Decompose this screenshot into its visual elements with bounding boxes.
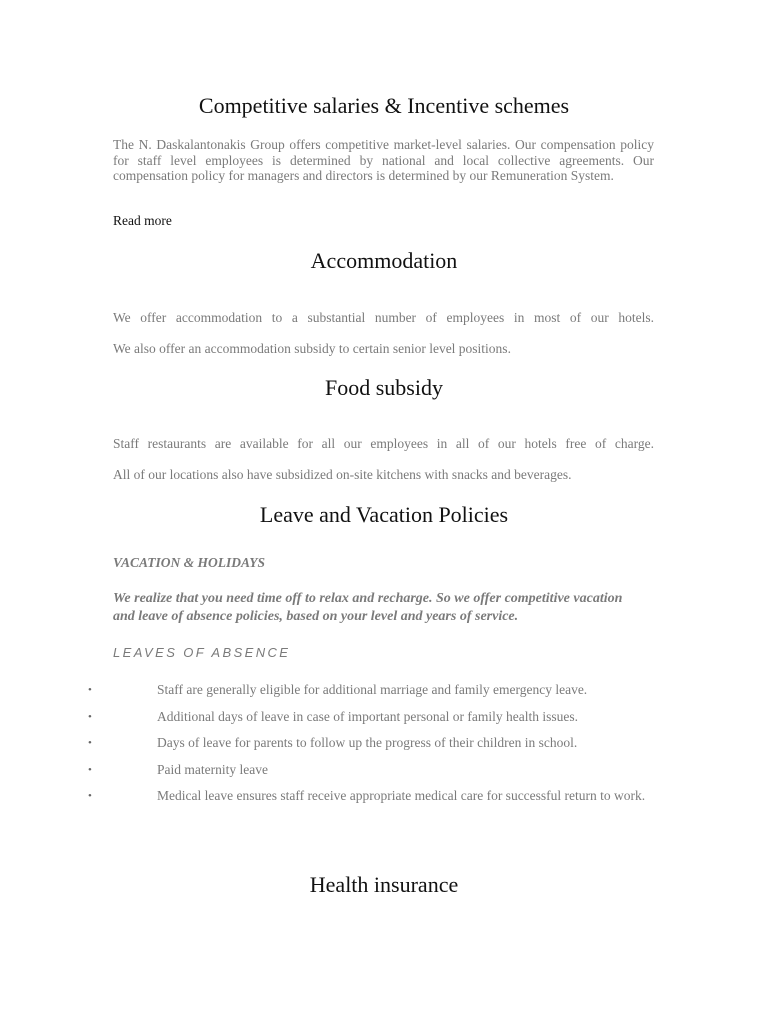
heading-health-insurance: Health insurance xyxy=(309,872,459,897)
list-item-text: Medical leave ensures staff receive appropriate medical care for successful return to work. xyxy=(157,788,646,803)
leave-bullet-list xyxy=(0,681,768,814)
list-item-text: Paid maternity leave xyxy=(157,761,268,777)
accommodation-line-1: We offer accommodation to a substantial number of employees in most of our hotels. xyxy=(113,310,654,325)
food-line-2: All of our locations also have subsidized on-site kitchens with snacks and beverages. xyxy=(113,467,572,482)
leaves-of-absence-label: LEAVES OF ABSENCE xyxy=(113,645,291,660)
list-item xyxy=(0,708,768,735)
list-item xyxy=(0,734,768,761)
list-item-text: Staff are generally eligible for additional marriage and family emergency leave. xyxy=(157,682,588,697)
list-item-text: Days of leave for parents to follow up the progress of their children in school. xyxy=(157,735,578,750)
vacation-description: We realize that you need time off to relax and recharge. So we offer competitive vacation and leave of absence policies, based on your level and years of service. xyxy=(113,591,623,624)
list-item-text: Additional days of leave in case of important personal or family health issues. xyxy=(157,708,579,724)
vacation-holidays-label: VACATION & HOLIDAYS xyxy=(113,555,266,570)
bullet-dot: • xyxy=(88,710,92,723)
heading-food-subsidy: Food subsidy xyxy=(325,375,443,400)
bullet-dot: • xyxy=(88,790,92,802)
salaries-body: The N. Daskalantonakis Group offers competitive market-level salaries. Our compensation policy for staff level employees is determined by national and local collective agreements. Our compensation policy for managers and directors is determined by our Remuneration System. xyxy=(113,137,654,184)
bullet-dot: • xyxy=(88,737,92,749)
list-item xyxy=(0,787,768,814)
accommodation-line-2: We also offer an accommodation subsidy to certain senior level positions. xyxy=(113,341,511,356)
bullet-dot: • xyxy=(88,763,92,776)
list-item xyxy=(0,761,768,788)
heading-leave-policies: Leave and Vacation Policies xyxy=(259,502,509,527)
read-more-link[interactable]: Read more xyxy=(113,213,172,228)
bullet-dot: • xyxy=(88,684,92,696)
heading-salaries: Competitive salaries & Incentive schemes xyxy=(198,93,570,118)
heading-accommodation: Accommodation xyxy=(310,248,458,273)
food-line-1: Staff restaurants are available for all our employees in all of our hotels free of charge. xyxy=(113,436,654,451)
list-item xyxy=(0,681,768,708)
